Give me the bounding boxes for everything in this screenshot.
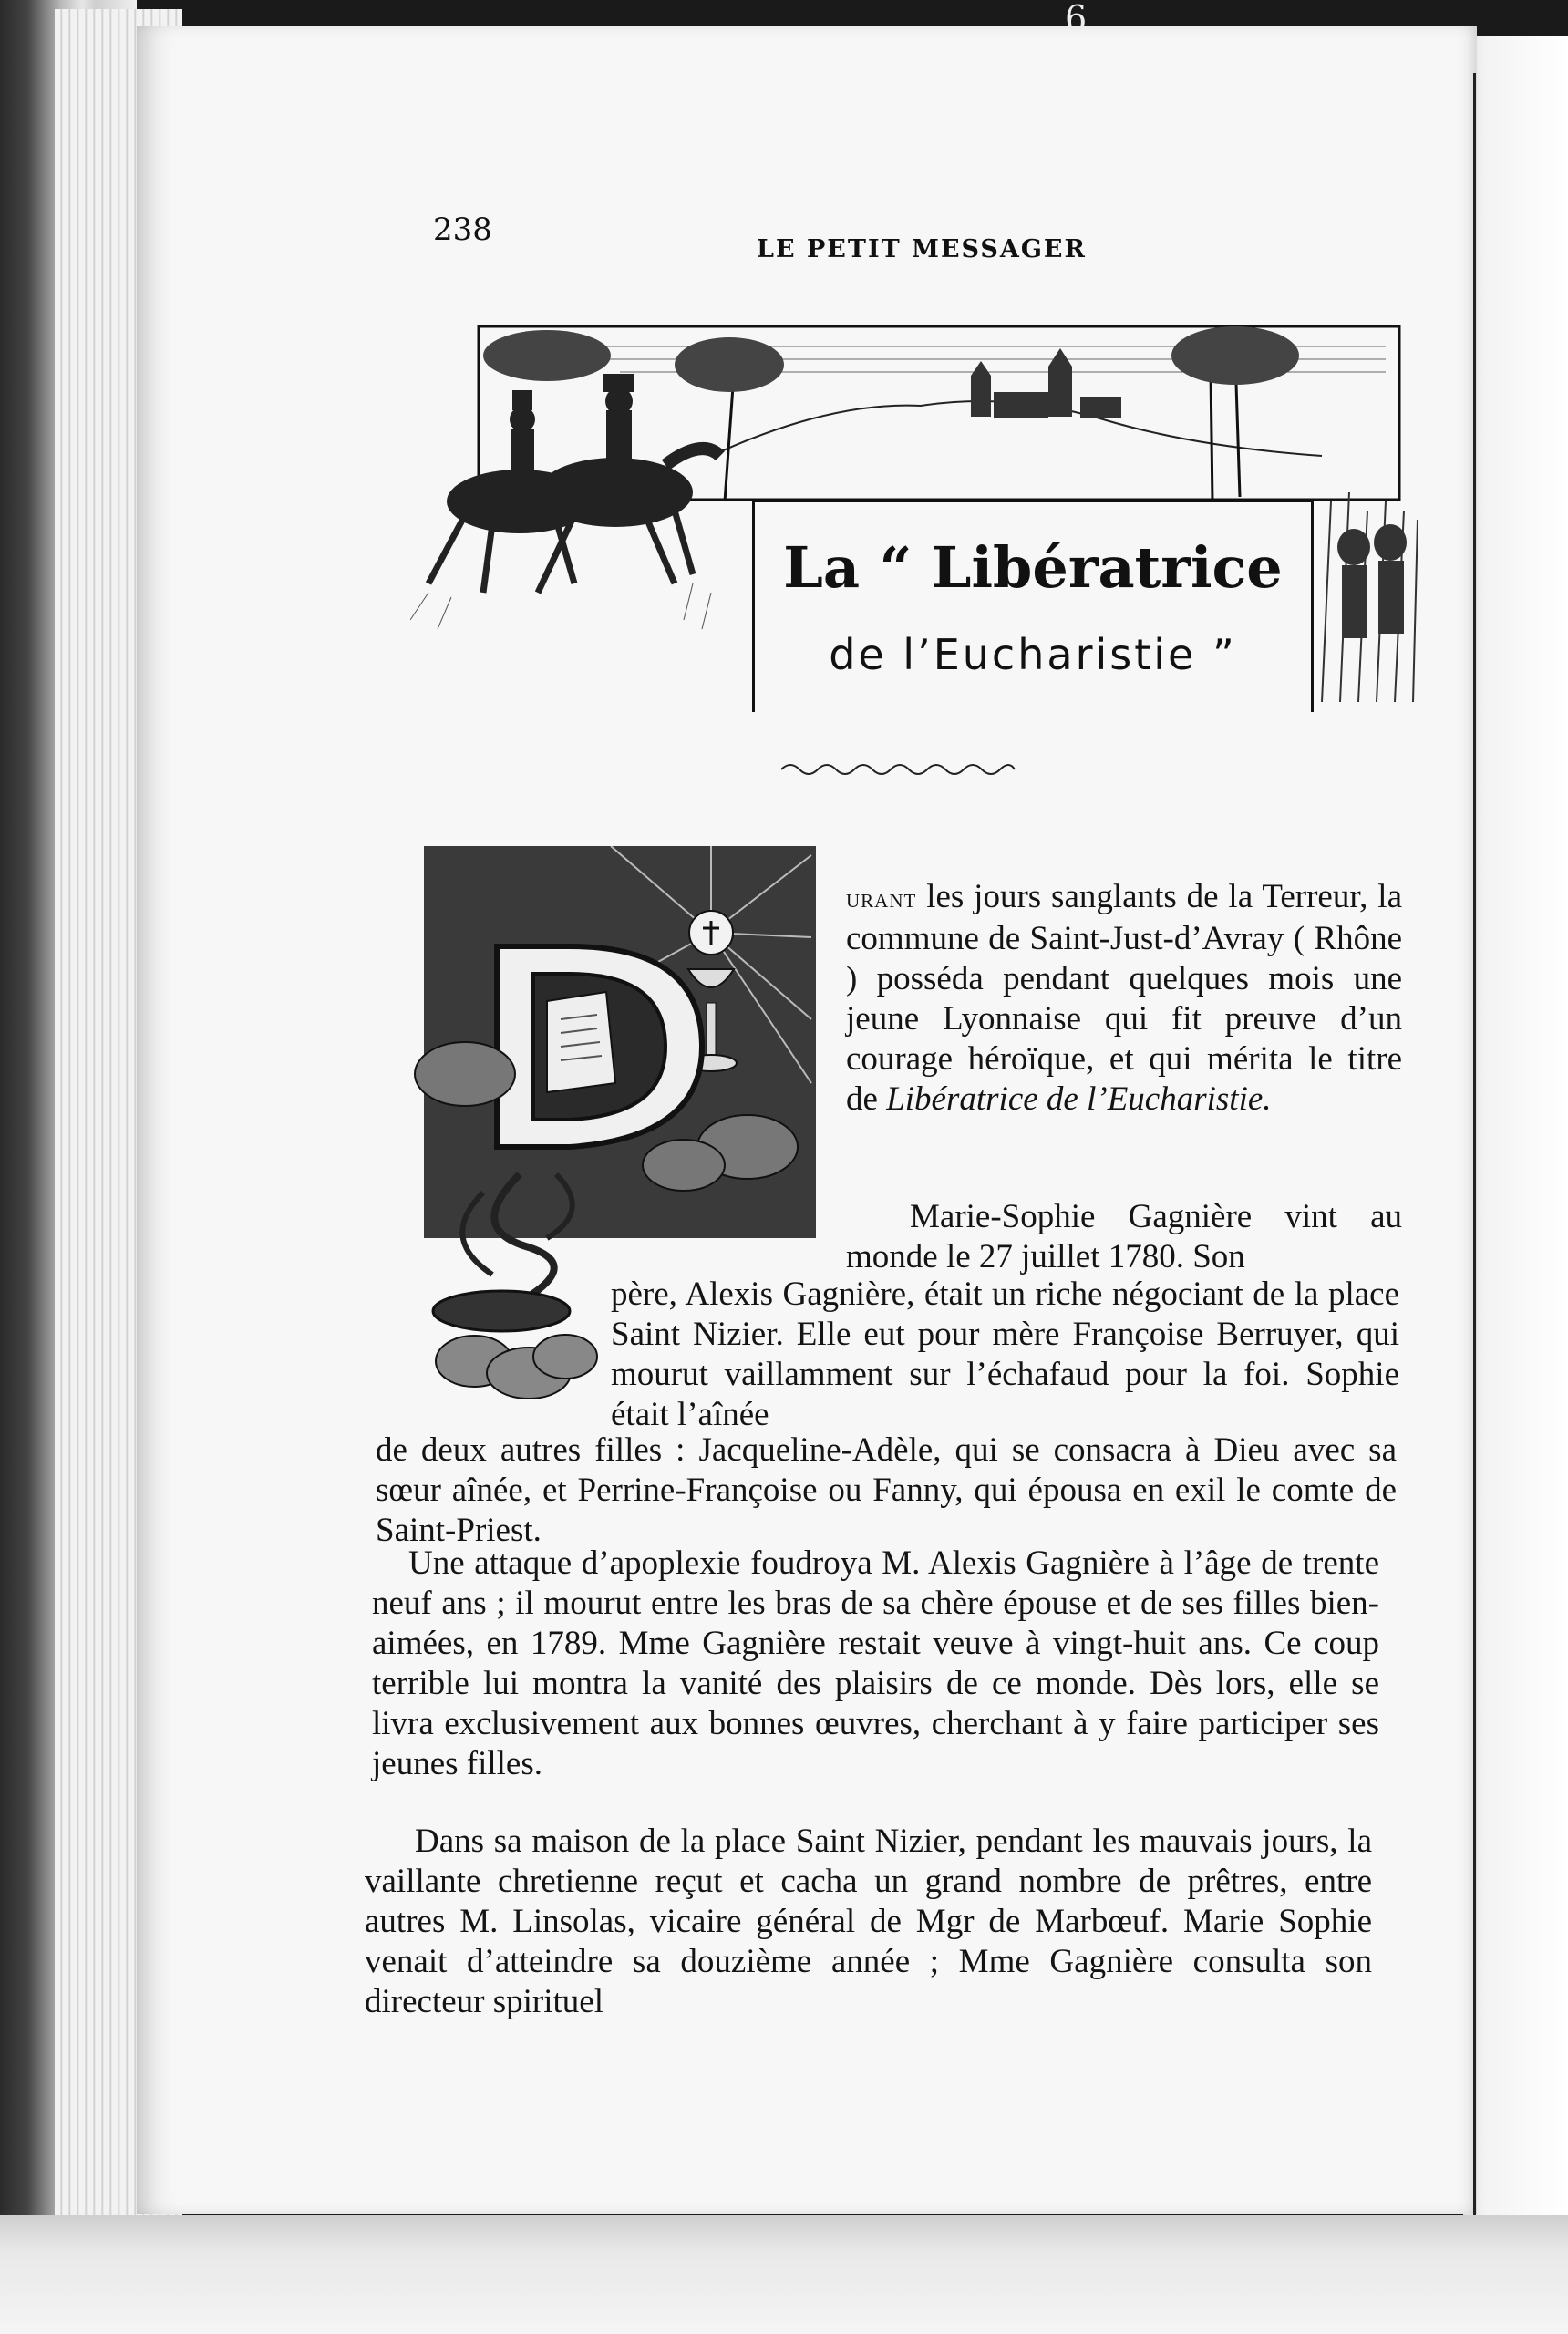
paragraph-3 <box>372 1544 1379 1784</box>
paragraph-1-smallcaps-lead: urant <box>846 883 917 914</box>
article-title-line-2: de l’Eucharistie ” <box>829 630 1237 679</box>
paragraph-3-text: Une attaque d’apoplexie foudroya M. Alexis Gagnière à l’âge de trente neuf ans ; il mourut entre les bras de sa chère épouse et de ses filles bien-aimées, en 1789. Mme Gagnière restait veuve à vingt-huit ans. Ce coup terrible lui montra la vanité des plaisirs de ce monde. Dès lors, elle se livra exclusivement aux bonnes œuvres, cherchant à y faire participer ses jeunes filles. <box>372 1544 1379 1782</box>
paragraph-1-text: les jours sanglants de la Terreur, la commune de Saint-Just-d’Avray ( Rhône ) posséda pendant quelques mois une jeune Lyonnaise qui fit preuve d’un courage héroïque, et qui mérita le titre de <box>846 878 1402 1118</box>
book-edge-right <box>1463 36 1568 2334</box>
article-title-line-1: La “ Libératrice <box>783 534 1283 601</box>
book-edge-bottom <box>0 2215 1568 2334</box>
page-gutter-line <box>1473 73 1476 2334</box>
paragraph-2-part-2: père, Alexis Gagnière, était un riche négociant de la place Saint Nizier. Elle eut pour mère Françoise Berruyer, qui mourut vaillamment sur l’échafaud pour la foi. Sophie était l’aînée <box>611 1275 1399 1433</box>
page-number: 238 <box>433 212 492 248</box>
paragraph-1-italic-title: Libératrice de l’Eucharistie. <box>886 1080 1272 1118</box>
paragraph-2-part-3: de deux autres filles : Jacqueline-Adèle, qui se consacra à Dieu avec sa sœur aînée, et Perrine-Françoise ou Fanny, qui épousa en exil le comte de Saint-Priest. <box>376 1431 1397 1549</box>
paragraph-1 <box>846 877 1402 1120</box>
running-title: LE PETIT MESSAGER <box>757 235 1087 263</box>
paragraph-2-part-1: Marie-Sophie Gagnière vint au monde le 27 juillet 1780. Son <box>846 1198 1402 1275</box>
paragraph-2-opening <box>846 1197 1402 1277</box>
paragraph-4 <box>365 1822 1372 2022</box>
paragraph-2-middle <box>611 1275 1399 1435</box>
paragraph-4-text: Dans sa maison de la place Saint Nizier, pendant les mauvais jours, la vaillante chretienne reçut et cacha un grand nombre de prêtres, entre autres M. Linsolas, vicaire général de Mgr de Marbœuf. Marie Sophie venait d’atteindre sa douzième année ; Mme Gagnière consulta son directeur spirituel <box>365 1823 1372 2020</box>
paragraph-2-end <box>376 1430 1397 1551</box>
title-cartouche <box>752 500 1314 712</box>
corner-mark: 6 <box>1065 0 1088 38</box>
title-swash-ornament <box>779 759 1016 780</box>
